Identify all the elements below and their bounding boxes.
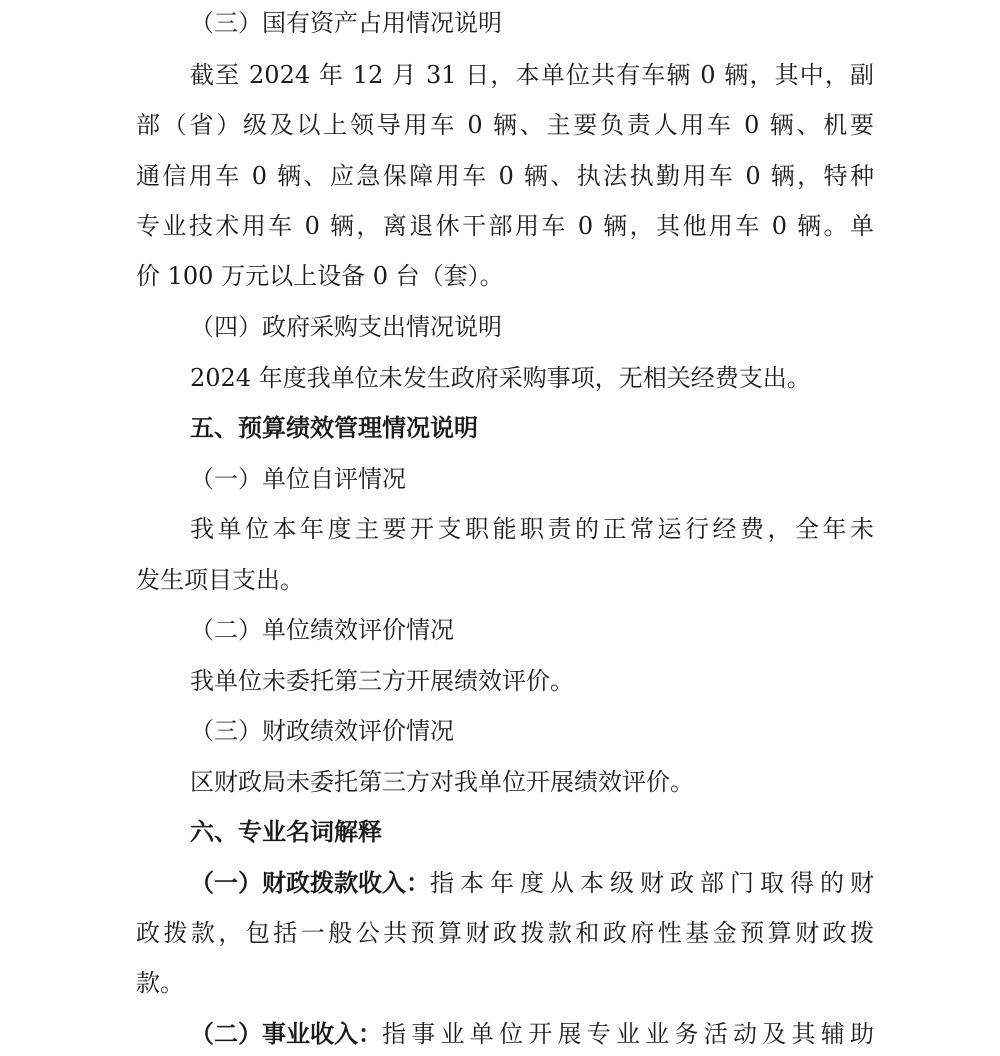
paragraph-line: 部（省）级及以上领导用车 0 辆、主要负责人用车 0 辆、机要 bbox=[136, 111, 874, 139]
paragraph-line: 政拨款，包括一般公共预算财政拨款和政府性基金预算财政拨 bbox=[136, 919, 874, 947]
glossary-term-business-income bbox=[190, 1018, 874, 1050]
paragraph-line: 价 100 万元以上设备 0 台（套）。 bbox=[136, 262, 504, 290]
subheading-state-assets: （三）国有资产占用情况说明 bbox=[190, 9, 502, 37]
paragraph-line: 我单位本年度主要开支职能职责的正常运行经费，全年未 bbox=[190, 515, 874, 543]
chapter-heading-glossary: 六、专业名词解释 bbox=[190, 818, 382, 846]
paragraph-line: 区财政局未委托第三方对我单位开展绩效评价。 bbox=[190, 768, 694, 796]
subheading-unit-evaluation: （二）单位绩效评价情况 bbox=[190, 616, 454, 644]
paragraph-line: 款。 bbox=[136, 969, 184, 997]
paragraph-line: 专业技术用车 0 辆，离退休干部用车 0 辆，其他用车 0 辆。单 bbox=[136, 212, 874, 240]
subheading-government-procurement: （四）政府采购支出情况说明 bbox=[190, 313, 502, 341]
paragraph-line: 截至 2024 年 12 月 31 日，本单位共有车辆 0 辆，其中，副 bbox=[190, 61, 874, 89]
term-definition: 指事业单位开展专业业务活动及其辅助 bbox=[382, 1020, 874, 1048]
chapter-heading-performance: 五、预算绩效管理情况说明 bbox=[190, 414, 478, 442]
glossary-term-fiscal-appropriation bbox=[190, 867, 874, 899]
paragraph-line: 我单位未委托第三方开展绩效评价。 bbox=[190, 667, 574, 695]
paragraph-line: 通信用车 0 辆、应急保障用车 0 辆、执法执勤用车 0 辆，特种 bbox=[136, 162, 874, 190]
term-label: （一）财政拨款收入： bbox=[190, 869, 430, 897]
paragraph-line: 2024 年度我单位未发生政府采购事项，无相关经费支出。 bbox=[190, 364, 811, 392]
term-label: （二）事业收入： bbox=[190, 1020, 382, 1048]
subheading-fiscal-evaluation: （三）财政绩效评价情况 bbox=[190, 717, 454, 745]
paragraph-line: 发生项目支出。 bbox=[136, 566, 304, 594]
subheading-self-evaluation: （一）单位自评情况 bbox=[190, 465, 406, 493]
term-definition: 指本年度从本级财政部门取得的财 bbox=[430, 869, 874, 897]
